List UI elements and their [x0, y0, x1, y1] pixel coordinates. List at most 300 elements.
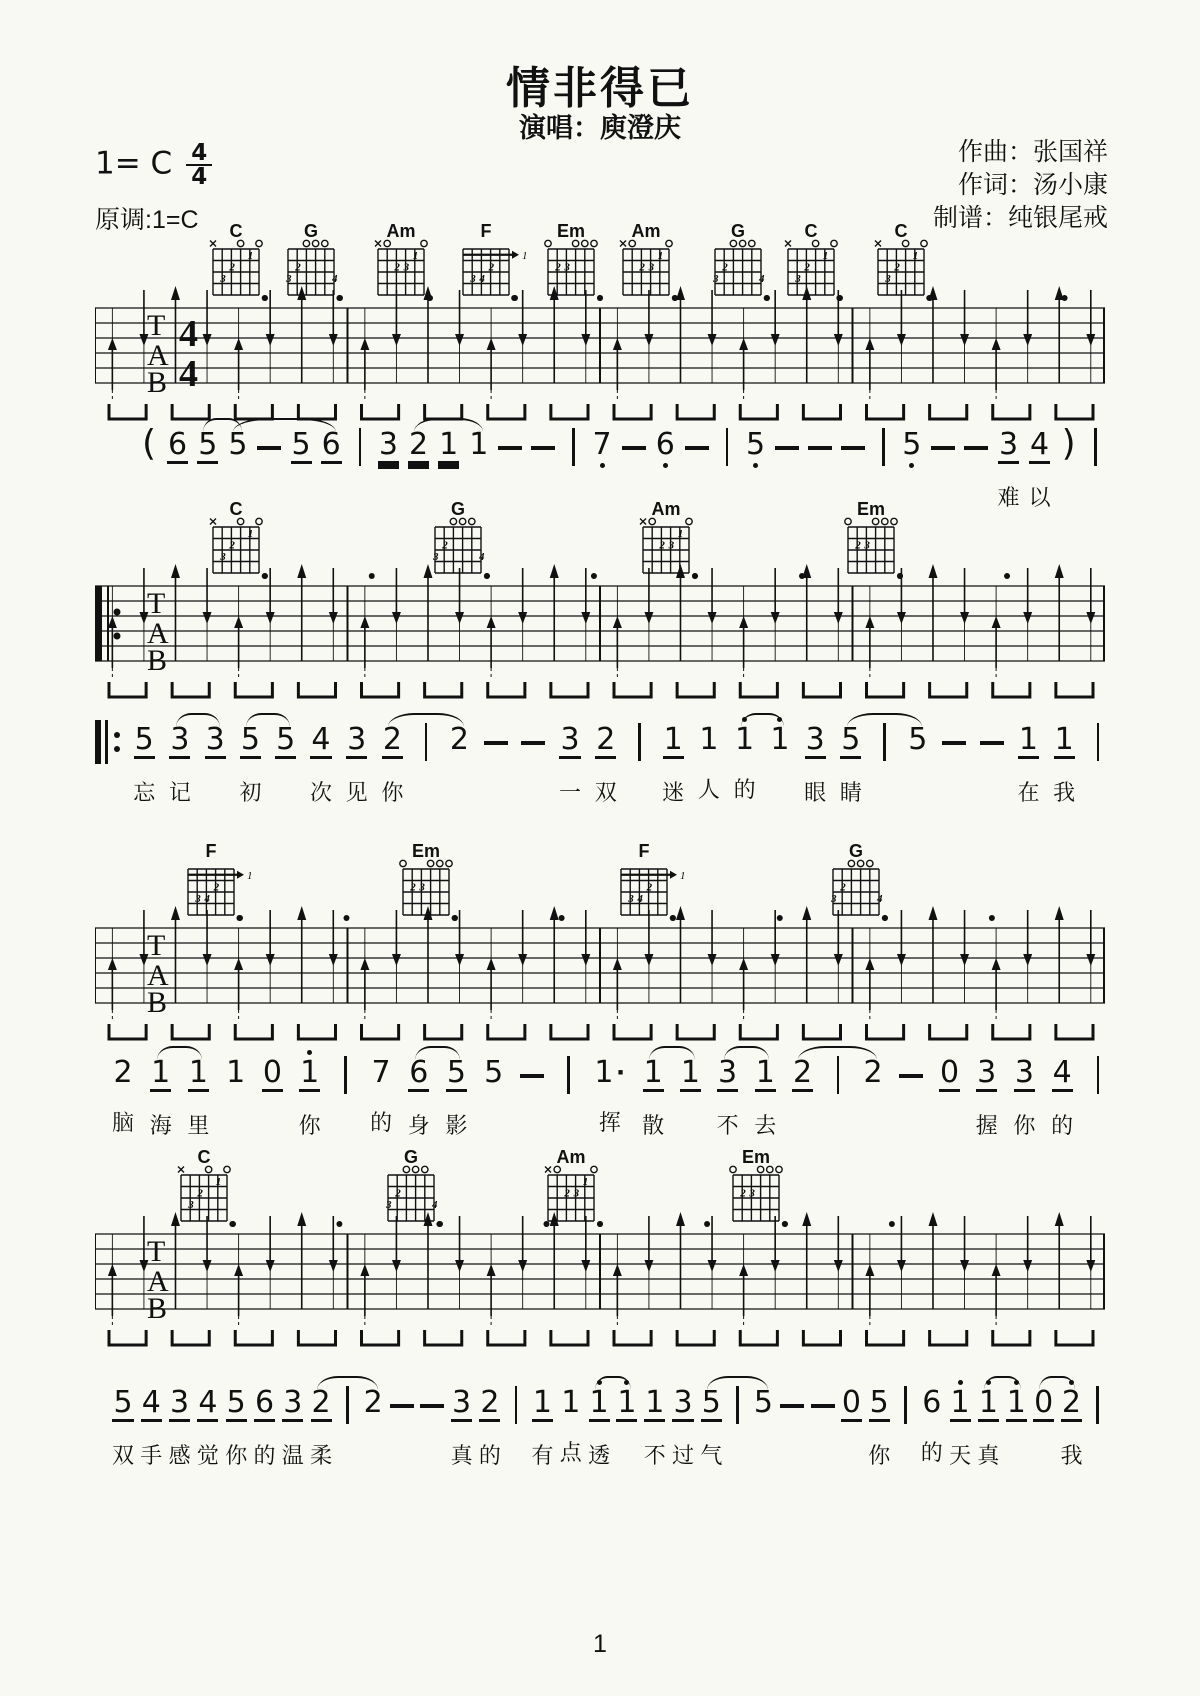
tie-arc — [388, 713, 464, 727]
dash-note — [841, 420, 865, 485]
melody-note: 5 气 — [700, 1385, 723, 1468]
chord-diagram-svg — [365, 222, 451, 310]
svg-text:3: 3 — [195, 892, 201, 905]
chord-diagram-svg — [835, 500, 921, 588]
lyric: 海 — [149, 1113, 172, 1138]
original-key: 原调:1=C — [95, 206, 199, 234]
svg-text:3: 3 — [574, 1187, 580, 1200]
melody-note: 1 — [439, 427, 459, 462]
melody-line-3 — [112, 1048, 1107, 1138]
svg-text:3: 3 — [668, 539, 675, 552]
barline — [338, 1378, 356, 1459]
lyric: 你 — [298, 1113, 321, 1138]
chord-diagram-C — [200, 222, 286, 315]
lyric: 你 — [225, 1443, 248, 1468]
tie-arc — [707, 1376, 768, 1390]
lyric: 脑 — [112, 1110, 135, 1135]
melody-note: 1 我 — [1053, 722, 1076, 805]
dash-note — [420, 1378, 444, 1443]
lyric: 点 — [559, 1440, 582, 1465]
lyric: 影 — [445, 1113, 468, 1138]
key-signature — [95, 142, 212, 188]
melody-note: 1 真 — [977, 1378, 999, 1465]
lyric: 我 — [1053, 780, 1076, 805]
melody-note: 6 身 — [407, 1055, 430, 1138]
svg-text:3: 3 — [713, 272, 719, 285]
tie-arc — [415, 1046, 461, 1060]
tie-arc — [157, 1046, 203, 1060]
dash-note — [931, 420, 955, 485]
tie-arc — [741, 713, 784, 727]
melody-note: 2 我 — [1060, 1378, 1082, 1465]
melody-note: 3 真 — [450, 1385, 473, 1468]
barline — [1087, 420, 1105, 501]
chord-diagram-C — [200, 500, 286, 593]
tie-arc — [233, 418, 335, 432]
chord-diagram-svg — [200, 500, 286, 588]
svg-text:2: 2 — [295, 261, 301, 274]
melody-note: 2 — [449, 722, 469, 757]
melody-note: 2 双 — [594, 722, 617, 805]
svg-text:Em: Em — [557, 222, 586, 241]
svg-text:3: 3 — [220, 550, 226, 563]
dash-note — [811, 1378, 835, 1443]
chord-diagram-svg — [275, 222, 361, 310]
melody-note: 3 感 — [168, 1385, 191, 1468]
repeat-sign — [95, 715, 120, 799]
melody-note: 1 天 — [949, 1378, 971, 1465]
melody-note: 2 — [408, 427, 429, 462]
barline — [718, 420, 736, 501]
chord-diagram-Am — [365, 222, 451, 315]
svg-text:4: 4 — [759, 272, 765, 285]
chord-diagram-C — [865, 222, 951, 315]
svg-text:T: T — [147, 929, 166, 962]
melody-line-4 — [112, 1378, 1107, 1468]
barline — [560, 1048, 578, 1129]
tie-arc — [176, 713, 220, 727]
svg-text:2: 2 — [410, 881, 416, 894]
barline — [1089, 715, 1107, 796]
svg-text:3: 3 — [831, 892, 837, 905]
svg-text:4: 4 — [637, 892, 644, 905]
melody-note: 4 觉 — [196, 1385, 219, 1468]
svg-text:1: 1 — [247, 249, 254, 262]
tie-arc — [1039, 1376, 1075, 1390]
chord-diagram-svg — [422, 500, 508, 588]
svg-text:3: 3 — [864, 539, 871, 552]
dash-note — [899, 1048, 923, 1113]
lyric: 散 — [642, 1113, 665, 1138]
lyric: 真 — [977, 1443, 1000, 1468]
melody-note: 7 — [592, 420, 613, 504]
dash-note — [498, 420, 522, 485]
dash-note — [622, 420, 646, 485]
svg-text:2: 2 — [442, 539, 449, 552]
svg-text:4: 4 — [179, 353, 198, 395]
melody-note: 1 — [680, 1055, 700, 1090]
chord-diagram-G — [820, 842, 906, 935]
svg-text:A: A — [147, 1265, 169, 1298]
svg-text:2: 2 — [722, 261, 728, 274]
svg-text:Am: Am — [556, 1148, 586, 1167]
svg-text:2: 2 — [639, 261, 646, 274]
lyric: 有 — [531, 1443, 554, 1468]
lyric: 的 — [253, 1443, 276, 1468]
melody-note: 4 以 — [1028, 427, 1051, 510]
svg-text:Am: Am — [386, 222, 416, 241]
lyric: 感 — [168, 1443, 191, 1468]
svg-text:B: B — [147, 1292, 168, 1325]
svg-text:G: G — [731, 222, 746, 241]
lyric: 觉 — [196, 1443, 219, 1468]
svg-text:T: T — [147, 309, 166, 342]
tie-arc — [847, 713, 922, 727]
lyric: 手 — [140, 1443, 163, 1468]
melody-note: 0 — [841, 1385, 861, 1420]
svg-text:B: B — [147, 986, 168, 1019]
lyric: 挥 — [598, 1110, 621, 1135]
chord-diagram-Am — [535, 1148, 621, 1241]
lyricist-credit: 作词：汤小康 — [957, 171, 1108, 199]
lyric: 我 — [1060, 1443, 1083, 1468]
chord-diagram-svg — [820, 842, 906, 930]
barline — [336, 1048, 354, 1129]
svg-text:3: 3 — [285, 272, 292, 285]
svg-text:4: 4 — [179, 313, 198, 355]
tie-arc — [649, 1046, 695, 1060]
dash-note — [808, 420, 832, 485]
chord-diagram-svg — [865, 222, 951, 310]
tie-arc — [246, 713, 290, 727]
lyric: 不 — [643, 1443, 666, 1468]
melody-note: 5 — [291, 427, 311, 462]
lyric: 不 — [716, 1113, 739, 1138]
svg-text:G: G — [849, 842, 864, 861]
lyric: 在 — [1017, 780, 1040, 805]
composer-credit: 作曲：张国祥 — [957, 138, 1108, 166]
tie-arc — [724, 1046, 770, 1060]
melody-note: 4 的 — [1051, 1055, 1074, 1138]
dash-note — [390, 1378, 414, 1443]
svg-text:3: 3 — [469, 272, 476, 285]
lyric: 初 — [239, 780, 262, 805]
melody-note: 5 — [908, 722, 928, 757]
svg-text:T: T — [147, 587, 166, 620]
dash-note — [484, 715, 508, 780]
svg-text:Em: Em — [857, 500, 886, 519]
svg-text:1: 1 — [246, 869, 253, 882]
tab-staff-system-1 — [95, 222, 1105, 452]
lyric: 温 — [281, 1443, 304, 1468]
barline — [897, 1378, 915, 1459]
tab-staff-system-4 — [95, 1148, 1105, 1378]
melody-note: 1 — [469, 427, 489, 462]
barline — [565, 420, 583, 501]
chord-diagram-Em — [835, 500, 921, 593]
melody-note: 1 在 — [1017, 722, 1040, 805]
melody-note: 5 — [745, 420, 766, 504]
lyric: 见 — [345, 780, 368, 805]
melody-note: 1 — [616, 1378, 637, 1465]
chord-diagram-C — [775, 222, 861, 315]
melody-note: 6 — [321, 427, 341, 462]
svg-text:1: 1 — [822, 249, 829, 262]
barline — [1089, 1378, 1107, 1459]
melody-note: 1 里 — [187, 1055, 210, 1138]
chord-diagram-svg — [535, 222, 621, 310]
lyric: 忘 — [133, 780, 156, 805]
svg-text:1: 1 — [247, 527, 254, 540]
parenthesis: ) — [1061, 423, 1076, 464]
melody-note: 3 一 — [559, 722, 582, 805]
melody-note: 1 不 — [643, 1385, 666, 1468]
chord-diagram-svg — [608, 842, 694, 930]
svg-text:2: 2 — [564, 1187, 571, 1200]
svg-text:C: C — [197, 1148, 211, 1167]
song-subtitle: 演唱：庾澄庆 — [519, 113, 681, 143]
svg-text:2: 2 — [197, 1187, 203, 1200]
chord-diagram-svg — [450, 222, 536, 310]
melody-line-2 — [95, 715, 1107, 805]
barline — [507, 1378, 525, 1459]
svg-text:4: 4 — [431, 1198, 438, 1211]
tie-arc — [414, 418, 482, 432]
lyric: 你 — [381, 780, 404, 805]
chord-diagram-svg — [535, 1148, 621, 1236]
lyric: 过 — [672, 1443, 695, 1468]
melody-note: 1 点 — [559, 1385, 582, 1465]
page-number: 1 — [593, 1630, 607, 1658]
svg-text:C: C — [804, 222, 818, 241]
lyric: 身 — [407, 1113, 430, 1138]
dash-note — [521, 715, 545, 780]
svg-text:2: 2 — [804, 261, 810, 274]
melody-note: 2 — [363, 1385, 383, 1420]
svg-text:2: 2 — [229, 539, 236, 552]
melody-note: 6 — [168, 427, 188, 462]
melody-note: 0 — [1034, 1385, 1054, 1420]
lyric: 真 — [450, 1443, 473, 1468]
svg-text:A: A — [147, 339, 169, 372]
melody-note: 2 的 — [478, 1385, 501, 1468]
melody-note: 3 — [205, 722, 225, 757]
melody-note: 1 去 — [754, 1055, 777, 1138]
melody-note: 2 — [793, 1055, 813, 1090]
lyric: 天 — [949, 1443, 972, 1468]
lyric: 迷 — [662, 780, 685, 805]
dash-note — [685, 420, 709, 485]
melody-note: 5 — [753, 1385, 773, 1420]
svg-text:B: B — [147, 644, 168, 677]
svg-text:3: 3 — [884, 272, 891, 285]
svg-text:1: 1 — [412, 249, 419, 262]
barline — [729, 1378, 747, 1459]
melody-note: 5 睛 — [839, 722, 862, 805]
melody-note: 1 — [1006, 1378, 1027, 1465]
svg-text:3: 3 — [648, 261, 655, 274]
svg-text:T: T — [147, 1235, 166, 1268]
melody-note: 4 手 — [140, 1385, 163, 1468]
melody-note: 1 你 — [299, 1048, 321, 1135]
lyric: 眼 — [804, 780, 827, 805]
svg-text:2: 2 — [394, 261, 400, 274]
chord-diagram-svg — [630, 500, 716, 588]
melody-note: 3 难 — [997, 427, 1020, 510]
melody-note: 2 你 — [381, 722, 404, 805]
svg-text:3: 3 — [220, 272, 226, 285]
melody-note: 5 — [228, 427, 248, 462]
svg-text:3: 3 — [433, 550, 439, 563]
time-signature — [186, 142, 212, 188]
melody-note: 5 影 — [445, 1055, 468, 1138]
tie-arc — [317, 1376, 378, 1390]
lyric: 柔 — [310, 1443, 333, 1468]
chord-diagram-Am — [610, 222, 696, 315]
svg-text:Em: Em — [412, 842, 441, 861]
melody-note: 3 — [378, 427, 398, 462]
tie-arc — [984, 1376, 1021, 1390]
chord-diagram-svg — [200, 222, 286, 310]
chord-diagram-G — [275, 222, 361, 315]
chord-diagram-Am — [630, 500, 716, 593]
dash-note — [780, 1378, 804, 1443]
svg-text:F: F — [480, 222, 492, 241]
svg-text:C: C — [229, 222, 243, 241]
lyric: 的 — [370, 1110, 393, 1135]
melody-note: 5 你 — [868, 1385, 891, 1468]
melody-note: 3 眼 — [804, 722, 827, 805]
melody-note: 5 — [276, 722, 296, 757]
melody-note: 3 你 — [1013, 1055, 1036, 1138]
svg-text:3: 3 — [749, 1187, 756, 1200]
lyric: 去 — [754, 1113, 777, 1138]
chord-diagram-svg — [390, 842, 476, 930]
barline — [876, 715, 894, 796]
svg-text:C: C — [894, 222, 908, 241]
svg-text:Am: Am — [631, 222, 661, 241]
key-label: 1= C — [95, 145, 173, 182]
lyric: 你 — [1013, 1113, 1036, 1138]
melody-note: 6 的 — [920, 1385, 943, 1465]
svg-text:4: 4 — [479, 272, 485, 285]
melody-note: 2 — [863, 1055, 883, 1090]
lyric: 记 — [168, 780, 191, 805]
chord-diagram-svg — [168, 1148, 254, 1236]
tab-staff-system-2 — [95, 500, 1105, 730]
barline — [417, 715, 435, 796]
lyric: 以 — [1028, 485, 1051, 510]
svg-text:3: 3 — [419, 881, 425, 894]
svg-text:4: 4 — [204, 892, 210, 905]
transcriber-credit: 制谱：纯银尾戒 — [932, 204, 1108, 232]
svg-text:2: 2 — [894, 261, 900, 274]
melody-note: 1 的 — [734, 715, 756, 799]
dash-note — [964, 420, 988, 485]
melody-note: 5 — [198, 427, 218, 462]
lyric: 睛 — [839, 780, 862, 805]
svg-text:3: 3 — [188, 1198, 194, 1211]
melody-note: 1 · 挥 — [594, 1055, 627, 1135]
lyric: 里 — [187, 1113, 210, 1138]
dash-note — [775, 420, 799, 485]
melody-note: 5 — [901, 420, 922, 504]
lyric: 人 — [697, 777, 720, 802]
melody-note: 1 散 — [642, 1055, 665, 1138]
svg-text:2: 2 — [855, 539, 862, 552]
svg-text:Am: Am — [651, 500, 681, 519]
melody-note: 6 — [655, 420, 676, 504]
lyric: 握 — [975, 1113, 998, 1138]
svg-text:3: 3 — [795, 272, 801, 285]
svg-text:1: 1 — [657, 249, 664, 262]
melody-note: 0 — [939, 1055, 960, 1090]
lyric: 双 — [594, 780, 617, 805]
lyric: 的 — [478, 1443, 501, 1468]
barline — [874, 420, 892, 501]
lyric: 次 — [309, 780, 332, 805]
melody-note: 3 不 — [716, 1055, 739, 1138]
melody-note: 3 温 — [281, 1385, 304, 1468]
melody-note: 1 — [769, 715, 790, 799]
dash-note — [520, 1048, 544, 1113]
lyric: 透 — [588, 1443, 611, 1468]
lyric: 的 — [733, 777, 756, 802]
melody-note: 4 次 — [309, 722, 332, 805]
barline — [1089, 1048, 1107, 1129]
svg-text:G: G — [303, 222, 318, 241]
svg-text:F: F — [638, 842, 650, 861]
svg-text:1: 1 — [583, 1175, 589, 1188]
lyric: 的 — [920, 1440, 943, 1465]
lyric: 你 — [868, 1443, 891, 1468]
lyric: 双 — [112, 1443, 135, 1468]
melody-note: 1 海 — [149, 1055, 172, 1138]
svg-text:1: 1 — [678, 527, 684, 540]
melody-note: 6 的 — [253, 1385, 276, 1468]
svg-text:Em: Em — [742, 1148, 771, 1167]
lyric: 难 — [997, 485, 1020, 510]
svg-text:F: F — [205, 842, 217, 861]
chord-diagram-svg — [175, 842, 261, 930]
melody-note: 1 迷 — [662, 722, 685, 805]
svg-text:4: 4 — [877, 892, 883, 905]
svg-text:A: A — [147, 617, 169, 650]
melody-note: 1 — [226, 1055, 246, 1090]
dash-note — [980, 715, 1004, 780]
tie-arc — [595, 1376, 631, 1390]
barline — [630, 715, 648, 796]
time-signature-bottom: 4 — [191, 164, 208, 190]
chord-diagram-svg — [775, 222, 861, 310]
svg-text:1: 1 — [680, 869, 686, 882]
chord-diagram-G — [422, 500, 508, 593]
melody-note: 3 见 — [345, 722, 368, 805]
melody-note: 2 脑 — [112, 1055, 135, 1135]
chord-diagram-svg — [720, 1148, 806, 1236]
svg-text:1: 1 — [215, 1175, 222, 1188]
chord-diagram-Em — [720, 1148, 806, 1241]
lyric: 一 — [559, 780, 582, 805]
svg-text:2: 2 — [229, 261, 236, 274]
tab-staff-system-3 — [95, 842, 1105, 1072]
lyric: 的 — [1051, 1113, 1074, 1138]
chord-diagram-Em — [535, 222, 621, 315]
svg-text:1: 1 — [912, 249, 919, 262]
svg-text:3: 3 — [628, 892, 634, 905]
svg-text:2: 2 — [395, 1187, 401, 1200]
chord-diagram-F — [175, 842, 261, 935]
